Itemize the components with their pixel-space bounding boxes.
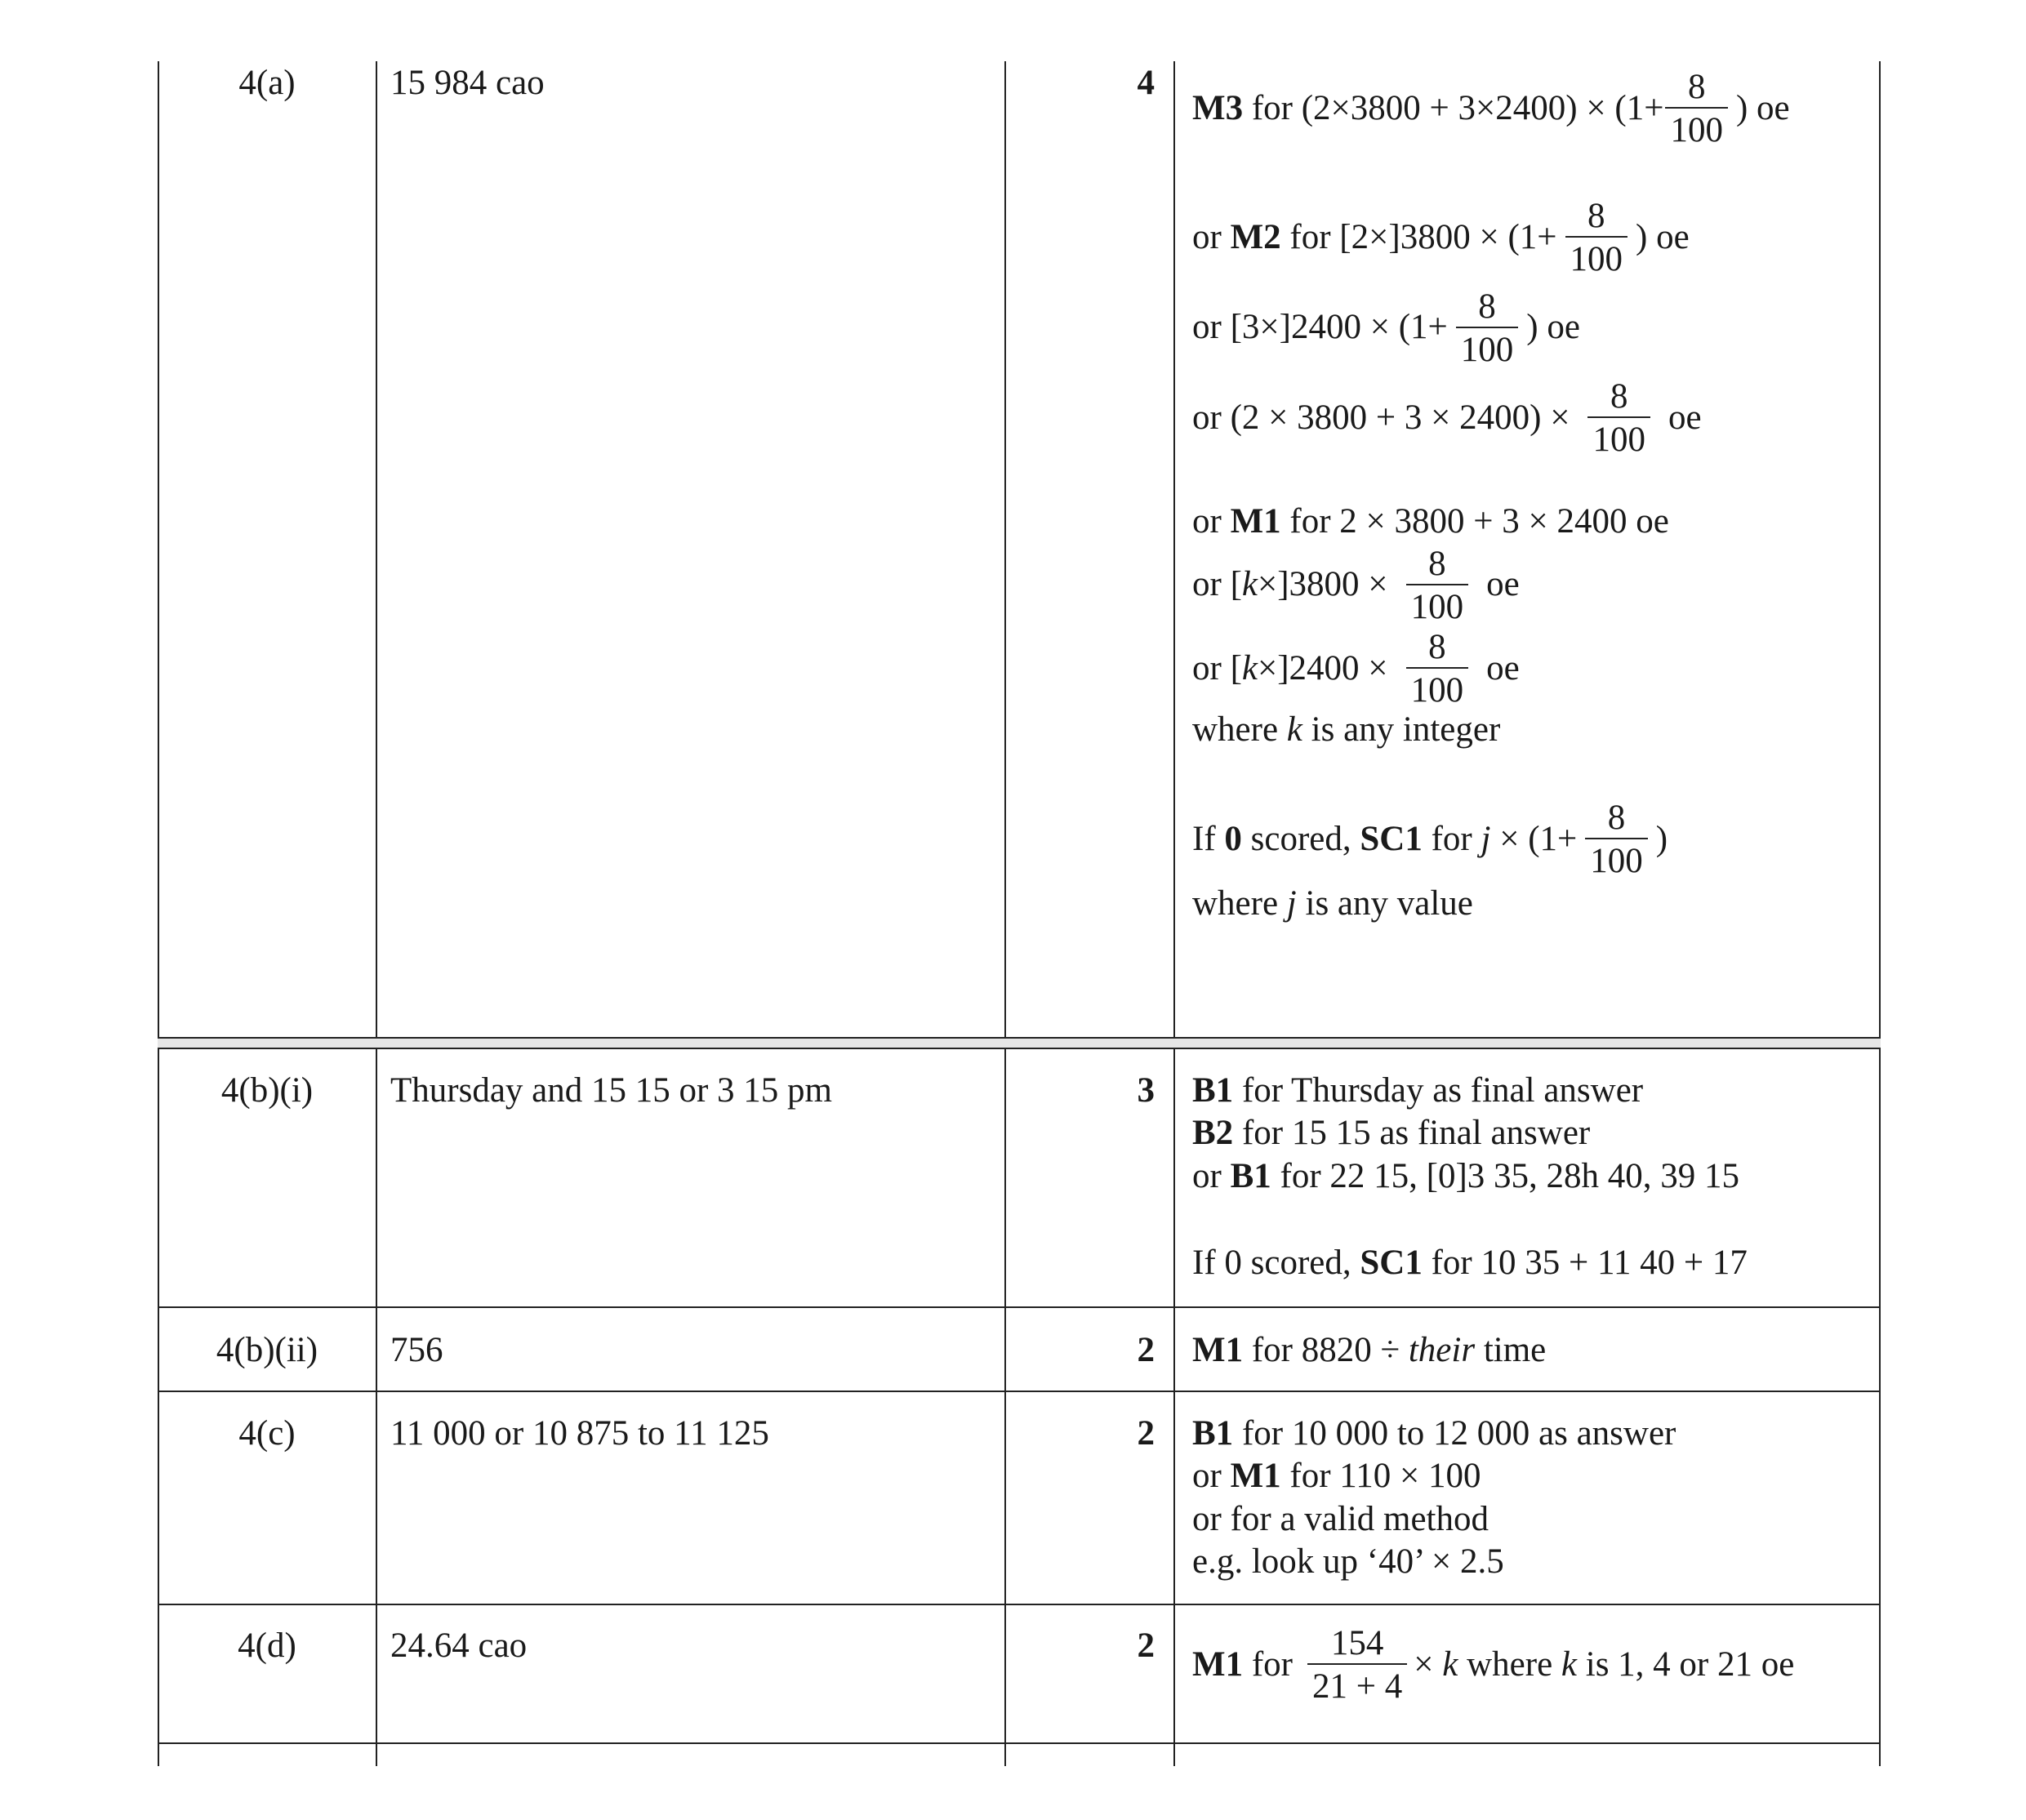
fraction: $\frac{8}{100}$ <box>1587 378 1650 458</box>
guidance-4bii: M1 for 8820 ÷ their time <box>1192 1331 1547 1369</box>
answer: Thursday and 15 15 or 3 15 pm <box>390 1071 833 1110</box>
row-separator <box>158 1742 1881 1744</box>
column-divider-answer <box>376 61 377 1766</box>
table-border-left <box>158 61 159 1766</box>
guidance-4a <box>1192 69 1790 925</box>
question-number: 4(b)(i) <box>220 1071 314 1110</box>
guidance-line: M3 for (2×3800 + 3×2400) × (1+ $\frac{8}{100}$ ) oe <box>1192 68 1790 150</box>
answer: 756 <box>390 1331 443 1369</box>
guidance-line: where k is any integer <box>1192 710 1501 750</box>
guidance-line: B1 for 10 000 to 12 000 as answer <box>1192 1414 1676 1453</box>
guidance-line: B2 for 15 15 as final answer <box>1192 1114 1591 1153</box>
fraction: $\frac{8}{100}$ <box>1585 799 1648 879</box>
fraction: $\frac{8}{100}$ <box>1456 288 1519 368</box>
guidance-line: or B1 for 22 15, [0]3 35, 28h 40, 39 15 <box>1192 1156 1740 1195</box>
row-separator <box>158 1306 1881 1308</box>
row-separator <box>158 1604 1881 1605</box>
marks: 3 <box>1137 1071 1155 1110</box>
question-number: 4(b)(ii) <box>216 1331 318 1369</box>
guidance-4c <box>1192 1413 1676 1584</box>
fraction: $\frac{8}{100}$ <box>1665 69 1728 149</box>
guidance-line: or M1 for 2 × 3800 + 3 × 2400 oe <box>1192 502 1669 541</box>
guidance-4bi <box>1192 1070 1748 1285</box>
guidance-line: where j is any value <box>1192 883 1473 923</box>
marks: 4 <box>1137 64 1155 102</box>
guidance-line: or M1 for 110 × 100 <box>1192 1457 1481 1496</box>
marks: 2 <box>1137 1626 1155 1665</box>
guidance-line: If 0 scored, SC1 for 10 35 + 11 40 + 17 <box>1192 1244 1748 1283</box>
guidance-line: If 0 scored, SC1 for j × (1+ $\frac{8}{100}$ ) <box>1192 798 1668 880</box>
row-separator <box>158 1391 1881 1392</box>
fraction: $\frac{8}{100}$ <box>1406 629 1469 709</box>
question-number: 4(d) <box>238 1626 296 1665</box>
answer: 15 984 cao <box>390 64 545 102</box>
question-number: 4(a) <box>238 64 296 102</box>
guidance-line: or [3×]2400 × (1+ $\frac{8}{100}$ ) oe <box>1192 287 1580 369</box>
answer: 11 000 or 10 875 to 11 125 <box>390 1414 769 1453</box>
guidance-line: or [ k ×]3800 × $\frac{8}{100}$ oe <box>1192 544 1520 626</box>
guidance-4d <box>1192 1625 1794 1705</box>
question-number: 4(c) <box>238 1414 296 1453</box>
guidance-line: M1 for $\frac{154}{21 + 4}$ × k where k is 1, 4 or 21 oe <box>1192 1624 1795 1707</box>
column-divider-marks <box>1004 61 1006 1766</box>
fraction: $\frac{154}{21 + 4}$ <box>1307 1625 1407 1705</box>
guidance-line: or for a valid method <box>1192 1499 1489 1538</box>
fraction: $\frac{8}{100}$ <box>1565 198 1628 278</box>
column-divider-guidance <box>1173 61 1175 1766</box>
fraction: $\frac{8}{100}$ <box>1406 545 1469 625</box>
guidance-line: e.g. look up ‘40’ × 2.5 <box>1192 1542 1504 1582</box>
guidance-line: or (2 × 3800 + 3 × 2400) × $\frac{8}{100}$ oe <box>1192 376 1702 459</box>
guidance-line: B1 for Thursday as final answer <box>1192 1071 1644 1110</box>
guidance-line: or [ k ×]2400 × $\frac{8}{100}$ oe <box>1192 627 1520 710</box>
marks: 2 <box>1137 1414 1155 1453</box>
row-separator-double <box>158 1037 1881 1048</box>
guidance-line: or M2 for [2×]3800 × (1+ $\frac{8}{100}$ ) oe <box>1192 197 1690 279</box>
answer: 24.64 cao <box>390 1626 528 1665</box>
marks: 2 <box>1137 1331 1155 1369</box>
table-border-right <box>1879 61 1881 1766</box>
